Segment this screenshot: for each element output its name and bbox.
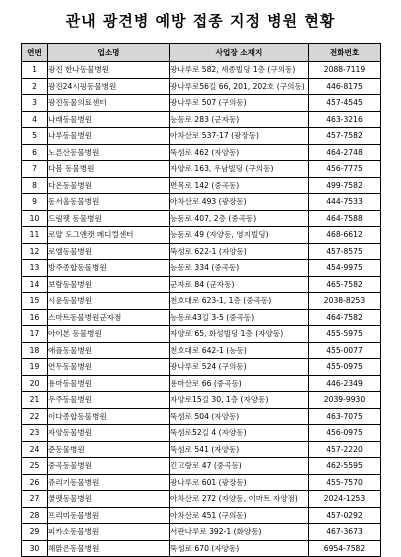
row-no: 21 bbox=[22, 392, 48, 409]
hospital-name: 광진24시핑동물병원 bbox=[48, 78, 170, 95]
table-row bbox=[22, 408, 381, 425]
hospital-address: 능동로 283 (군자동) bbox=[170, 111, 309, 128]
hospital-phone: 457-0292 bbox=[309, 507, 381, 524]
table-row bbox=[22, 260, 381, 277]
hospital-name: 로얄 도그앤캣 메디컬센터 bbox=[48, 227, 170, 244]
hospital-name: 스마트동물병원군자점 bbox=[48, 309, 170, 326]
hospital-phone: 464-7588 bbox=[309, 210, 381, 227]
hospital-address: 광나루로 582, 세종빌딩 1층 (구의동) bbox=[170, 62, 309, 79]
column-header-name: 업소명 bbox=[48, 44, 170, 62]
hospital-name: 시윤동물병원 bbox=[48, 293, 170, 310]
row-no: 10 bbox=[22, 210, 48, 227]
table-row bbox=[22, 227, 381, 244]
hospital-phone: 464-2748 bbox=[309, 144, 381, 161]
column-header-phone: 전화번호 bbox=[309, 44, 381, 62]
table-row bbox=[22, 276, 381, 293]
table-row bbox=[22, 62, 381, 79]
row-no: 15 bbox=[22, 293, 48, 310]
table-row bbox=[22, 375, 381, 392]
page-title: 관내 광견병 예방 접종 지정 병원 현황 bbox=[65, 12, 336, 30]
hospital-name: 이다종합동물병원 bbox=[48, 408, 170, 425]
column-header-no: 연번 bbox=[22, 44, 48, 62]
table-row bbox=[22, 293, 381, 310]
hospital-address: 능동로43길 3-5 (중곡동) bbox=[170, 309, 309, 326]
row-no: 28 bbox=[22, 507, 48, 524]
hospital-address: 면목로 142 (중곡동) bbox=[170, 177, 309, 194]
hospital-table bbox=[21, 43, 381, 557]
row-no: 18 bbox=[22, 342, 48, 359]
row-no: 1 bbox=[22, 62, 48, 79]
row-no: 17 bbox=[22, 326, 48, 343]
hospital-phone: 2038-8253 bbox=[309, 293, 381, 310]
hospital-name: 다온동물병원 bbox=[48, 177, 170, 194]
hospital-address: 자양로 163, 우남빌딩 (구의동) bbox=[170, 161, 309, 178]
hospital-name: 프리미동물병원 bbox=[48, 507, 170, 524]
row-no: 13 bbox=[22, 260, 48, 277]
table-row bbox=[22, 210, 381, 227]
hospital-name: 우주동물병원 bbox=[48, 392, 170, 409]
table-row bbox=[22, 507, 381, 524]
hospital-address: 천호대로 642-1 (능동) bbox=[170, 342, 309, 359]
row-no: 20 bbox=[22, 375, 48, 392]
hospital-address: 뚝섬로 462 (자양동) bbox=[170, 144, 309, 161]
row-no: 5 bbox=[22, 128, 48, 145]
table-row bbox=[22, 491, 381, 508]
table-row bbox=[22, 144, 381, 161]
row-no: 12 bbox=[22, 243, 48, 260]
hospital-address: 뚝섬로 541 (자양동) bbox=[170, 441, 309, 458]
hospital-address: 뚝섬로 622-1 (자양동) bbox=[170, 243, 309, 260]
row-no: 27 bbox=[22, 491, 48, 508]
row-no: 29 bbox=[22, 524, 48, 541]
hospital-phone: 457-4545 bbox=[309, 95, 381, 112]
hospital-phone: 2039-9930 bbox=[309, 392, 381, 409]
hospital-phone: 455-0077 bbox=[309, 342, 381, 359]
hospital-phone: 455-5975 bbox=[309, 326, 381, 343]
table-row bbox=[22, 161, 381, 178]
hospital-address: 자양로15길 30, 1층 (자양동) bbox=[170, 392, 309, 409]
hospital-address: 아차산로 537-17 (광장동) bbox=[170, 128, 309, 145]
hospital-name: 동서울동물병원 bbox=[48, 194, 170, 211]
row-no: 23 bbox=[22, 425, 48, 442]
hospital-phone: 457-8575 bbox=[309, 243, 381, 260]
table-row bbox=[22, 540, 381, 557]
hospital-address: 능동로 407, 2층 (중곡동) bbox=[170, 210, 309, 227]
hospital-name: 노른산동물병원 bbox=[48, 144, 170, 161]
table-row bbox=[22, 342, 381, 359]
table-row bbox=[22, 359, 381, 376]
table-row bbox=[22, 441, 381, 458]
row-no: 25 bbox=[22, 458, 48, 475]
hospital-name: 로엘동물병원 bbox=[48, 243, 170, 260]
hospital-address: 용마산로 66 (중곡동) bbox=[170, 375, 309, 392]
hospital-phone: 468-6612 bbox=[309, 227, 381, 244]
hospital-address: 아차산로 493 (광장동) bbox=[170, 194, 309, 211]
table-row bbox=[22, 458, 381, 475]
table-row bbox=[22, 177, 381, 194]
hospital-phone: 465-7582 bbox=[309, 276, 381, 293]
table-row bbox=[22, 425, 381, 442]
hospital-phone: 456-0975 bbox=[309, 425, 381, 442]
row-no: 16 bbox=[22, 309, 48, 326]
row-no: 24 bbox=[22, 441, 48, 458]
hospital-phone: 462-5595 bbox=[309, 458, 381, 475]
row-no: 14 bbox=[22, 276, 48, 293]
hospital-address: 긴고랑로 47 (중곡동) bbox=[170, 458, 309, 475]
hospital-name: 드림펫 동물병원 bbox=[48, 210, 170, 227]
hospital-phone: 455-7570 bbox=[309, 474, 381, 491]
row-no: 22 bbox=[22, 408, 48, 425]
table-row bbox=[22, 326, 381, 343]
hospital-phone: 457-7582 bbox=[309, 128, 381, 145]
hospital-address: 아차산로 272 (자양동, 이마트 자양점) bbox=[170, 491, 309, 508]
hospital-address: 능동로 334 (중곡동) bbox=[170, 260, 309, 277]
hospital-phone: 455-0975 bbox=[309, 359, 381, 376]
row-no: 19 bbox=[22, 359, 48, 376]
row-no: 8 bbox=[22, 177, 48, 194]
row-no: 3 bbox=[22, 95, 48, 112]
hospital-name: 피카소동물병원 bbox=[48, 524, 170, 541]
hospital-name: 쿨펫동물병원 bbox=[48, 491, 170, 508]
row-no: 7 bbox=[22, 161, 48, 178]
hospital-name: 다봄 동물병원 bbox=[48, 161, 170, 178]
hospital-address: 아차산로 451 (구의동) bbox=[170, 507, 309, 524]
hospital-name: 보람동물병원 bbox=[48, 276, 170, 293]
table-row bbox=[22, 128, 381, 145]
table-row bbox=[22, 194, 381, 211]
hospital-phone: 446-2349 bbox=[309, 375, 381, 392]
hospital-name: 자양동물병원 bbox=[48, 425, 170, 442]
hospital-name: 나루동물병원 bbox=[48, 128, 170, 145]
table-row bbox=[22, 474, 381, 491]
hospital-phone: 454-9975 bbox=[309, 260, 381, 277]
hospital-address: 광나루로 601 (광장동) bbox=[170, 474, 309, 491]
hospital-phone: 463-3216 bbox=[309, 111, 381, 128]
hospital-phone: 444-7533 bbox=[309, 194, 381, 211]
hospital-address: 군자로 84 (군자동) bbox=[170, 276, 309, 293]
hospital-address: 천호대로 623-1, 1층 (중곡동) bbox=[170, 293, 309, 310]
hospital-address: 뚝섬로 504 (자양동) bbox=[170, 408, 309, 425]
hospital-name: 중곡동물병원 bbox=[48, 458, 170, 475]
table-row bbox=[22, 95, 381, 112]
hospital-phone: 464-7582 bbox=[309, 309, 381, 326]
hospital-phone: 499-7582 bbox=[309, 177, 381, 194]
table-row bbox=[22, 309, 381, 326]
table-row bbox=[22, 78, 381, 95]
hospital-name: 준동물병원 bbox=[48, 441, 170, 458]
hospital-name: 아이본 동물병원 bbox=[48, 326, 170, 343]
row-no: 26 bbox=[22, 474, 48, 491]
hospital-address: 뚝섬로 670 (자양동) bbox=[170, 540, 309, 557]
hospital-name: 나래동물병원 bbox=[48, 111, 170, 128]
row-no: 30 bbox=[22, 540, 48, 557]
row-no: 11 bbox=[22, 227, 48, 244]
hospital-phone: 467-3673 bbox=[309, 524, 381, 541]
hospital-name: 애플동물병원 bbox=[48, 342, 170, 359]
row-no: 2 bbox=[22, 78, 48, 95]
hospital-address: 광나루로 507 (구의동) bbox=[170, 95, 309, 112]
row-no: 4 bbox=[22, 111, 48, 128]
hospital-phone: 6954-7582 bbox=[309, 540, 381, 557]
row-no: 6 bbox=[22, 144, 48, 161]
hospital-name: 해맑은동물병원 bbox=[48, 540, 170, 557]
row-no: 9 bbox=[22, 194, 48, 211]
hospital-name: 연두동물병원 bbox=[48, 359, 170, 376]
hospital-phone: 463-7075 bbox=[309, 408, 381, 425]
column-header-address: 사업장 소재지 bbox=[170, 44, 309, 62]
hospital-address: 뚝섬로52길 4 (자양동) bbox=[170, 425, 309, 442]
hospital-name: 광진 한나동물병원 bbox=[48, 62, 170, 79]
hospital-address: 능동로 49 (자양동, 영지빌딩) bbox=[170, 227, 309, 244]
hospital-name: 방주종합동물병원 bbox=[48, 260, 170, 277]
hospital-phone: 2024-1253 bbox=[309, 491, 381, 508]
hospital-address: 자양로 65, 화성빌딩 1층 (자양동) bbox=[170, 326, 309, 343]
hospital-phone: 2088-7119 bbox=[309, 62, 381, 79]
hospital-name: 용마동물병원 bbox=[48, 375, 170, 392]
hospital-address: 광나루로 524 (구의동) bbox=[170, 359, 309, 376]
hospital-name: 광진동물의료센터 bbox=[48, 95, 170, 112]
table-row bbox=[22, 243, 381, 260]
hospital-phone: 456-7775 bbox=[309, 161, 381, 178]
hospital-name: 쥬리기동물병원 bbox=[48, 474, 170, 491]
hospital-phone: 457-2220 bbox=[309, 441, 381, 458]
table-row bbox=[22, 392, 381, 409]
table-header-row bbox=[22, 44, 381, 62]
hospital-address: 광나루로56길 66, 201, 202호 (구의동) bbox=[170, 78, 309, 95]
table-row bbox=[22, 111, 381, 128]
hospital-address: 서판나루로 392-1 (화양동) bbox=[170, 524, 309, 541]
hospital-phone: 446-8175 bbox=[309, 78, 381, 95]
table-row bbox=[22, 524, 381, 541]
